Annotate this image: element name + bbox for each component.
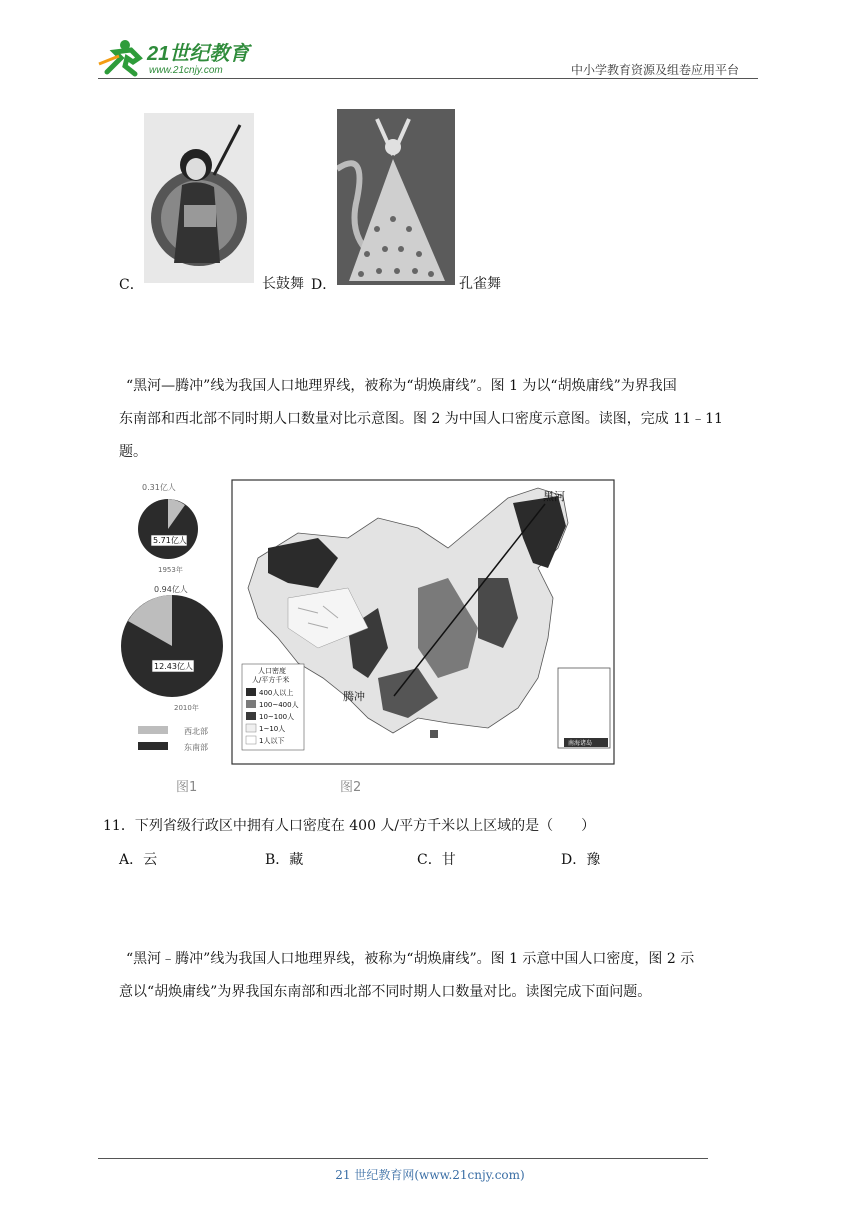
footer-divider — [98, 1158, 708, 1159]
option-c-label: C． — [119, 277, 144, 293]
pie1-outer-label: 0.31亿人 — [142, 483, 176, 492]
logo-title: 21世纪教育 — [147, 43, 250, 65]
legend-se-label: 东南部 — [184, 743, 208, 752]
option-d-label: D． — [311, 277, 337, 293]
passage-1-line-2: 东南部和西北部不同时期人口数量对比示意图。图 2 为中国人口密度示意图。读图，完成 11﹣11 — [119, 411, 723, 427]
fig1-label: 图1 — [176, 780, 198, 795]
passage-2-line-2: 意以“胡焕庸线”为界我国东南部和西北部不同时期人口数量对比。读图完成下面问题。 — [119, 984, 652, 1000]
inset-label: 南海诸岛 — [568, 740, 593, 747]
map-legend-item-3: 10~100人 — [259, 713, 295, 721]
question-11-stem: 11．下列省级行政区中拥有人口密度在 400 人/平方千米以上区域的是（ ） — [103, 818, 596, 834]
map-label-heihe: 黑河 — [543, 490, 565, 503]
pie-1953 — [138, 499, 198, 559]
map-label-tengchong: 腾冲 — [343, 690, 365, 703]
question-11-option-a: A．云 — [119, 852, 158, 868]
passage-2-line-1: “黑河﹣腾冲”线为我国人口地理界线，被称为“胡焕庸线”。图 1 示意中国人口密度，图 2 示 — [126, 951, 695, 967]
legend-nw-label: 西北部 — [184, 727, 208, 736]
passage-2 — [119, 943, 769, 1009]
map-legend-item-5: 1人以下 — [259, 737, 285, 745]
legend-nw-swatch — [138, 726, 168, 734]
fig2-label: 图2 — [340, 780, 362, 795]
logo-url: www.21cnjy.com — [149, 65, 223, 76]
pie2-inner-label: 12.43亿人 — [154, 662, 193, 671]
south-sea-inset — [558, 668, 610, 748]
platform-name: 中小学教育资源及组卷应用平台 — [571, 63, 740, 77]
pie2-year: 2010年 — [174, 704, 199, 712]
passage-1 — [119, 370, 769, 469]
map-legend-title-1: 人口密度 — [258, 667, 286, 675]
footer-link[interactable]: 21 世纪教育网(www.21cnjy.com) — [335, 1168, 525, 1182]
pie2-outer-label: 0.94亿人 — [154, 585, 188, 594]
question-11-option-b: B．藏 — [265, 852, 304, 868]
question-11-option-c: C．甘 — [417, 852, 456, 868]
pie1-inner-label: 5.71亿人 — [153, 536, 187, 545]
option-c-caption: 长鼓舞 — [262, 276, 304, 292]
peacock-dance-image — [337, 109, 455, 285]
map-legend-item-4: 1~10人 — [259, 725, 286, 733]
map-legend-item-2: 100~400人 — [259, 701, 299, 709]
question-11-option-d: D．豫 — [561, 852, 601, 868]
header-divider — [98, 78, 758, 79]
pie-2010 — [121, 595, 223, 697]
legend-se-swatch — [138, 742, 168, 750]
passage-1-line-3: 题。 — [119, 444, 147, 460]
map-legend — [242, 664, 304, 750]
site-logo — [95, 36, 260, 78]
option-d-caption: 孔雀舞 — [459, 276, 501, 292]
runner-logo-icon — [99, 40, 139, 74]
map-legend-title-2: 人/平方千米 — [252, 676, 290, 684]
long-drum-dance-image — [144, 113, 254, 283]
passage-1-line-1: “黑河—腾冲”线为我国人口地理界线，被称为“胡焕庸线”。图 1 为以“胡焕庸线”为界我国 — [126, 378, 677, 394]
pie1-year: 1953年 — [158, 566, 183, 574]
population-figure — [118, 478, 618, 798]
map-legend-item-1: 400人以上 — [259, 689, 294, 697]
